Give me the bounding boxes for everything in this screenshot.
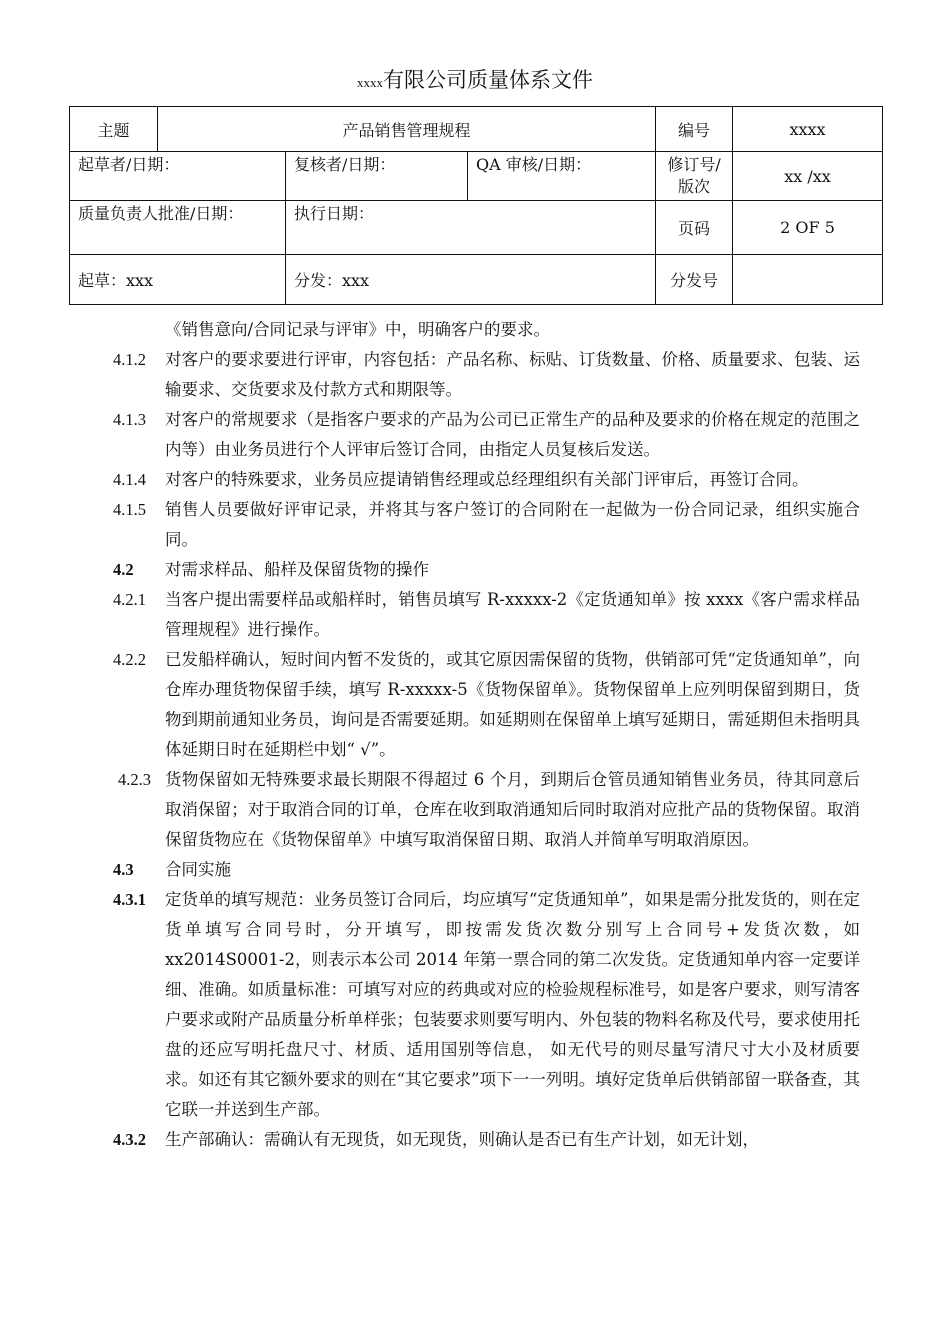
paragraph: [113, 1125, 860, 1155]
page-label: 页码: [656, 201, 733, 255]
section-title: 对需求样品、船样及保留货物的操作: [165, 560, 429, 579]
paragraph: [113, 345, 860, 405]
paragraph: [113, 885, 860, 1125]
paragraph-text: 销售人员要做好评审记录，并将其与客户签订的合同附在一起做为一份合同记录，组织实施合同。: [165, 500, 860, 549]
paragraph: [113, 495, 860, 555]
paragraph-text: 已发船样确认，短时间内暂不发货的，或其它原因需保留的货物，供销部可凭“定货通知单”，向仓库办理货物保留手续，填写 R-xxxxx-5《货物保留单》。货物保留单上应列明保留到期日，货物到期前通知业务员，询问是否需要延期。如延期则在保留单上填写延期日，需延期但未指明具体延期日时在延期栏中划“ √”。: [165, 650, 860, 759]
clause-number: 4.2.3: [118, 770, 151, 789]
qa-review-date-label: QA 审核/日期：: [468, 152, 656, 201]
clause-number: 4.1.5: [113, 500, 146, 519]
paragraph: [113, 645, 860, 765]
header-table: [69, 106, 883, 305]
section-heading: [113, 855, 860, 885]
distribution-number-label: 分发号: [656, 255, 733, 305]
section-heading: [113, 555, 860, 585]
section-number: 4.3: [113, 860, 134, 879]
clause-number: 4.3.1: [113, 890, 146, 909]
paragraph: [113, 405, 860, 465]
document-title-prefix: xxxx: [357, 75, 383, 90]
paragraph-text: 生产部确认：需确认有无现货，如无现货，则确认是否已有生产计划，如无计划，: [165, 1130, 759, 1149]
clause-number: 4.2.2: [113, 650, 146, 669]
document-title-text: 有限公司质量体系文件: [383, 68, 593, 92]
document-body: [0, 315, 950, 1155]
document-title: [0, 64, 950, 94]
paragraph: [118, 765, 860, 855]
revision-label: 修订号/版次: [656, 152, 733, 201]
execution-date-label: 执行日期：: [286, 201, 656, 255]
paragraph-text: 货物保留如无特殊要求最长期限不得超过 6 个月，到期后仓管员通知销售业务员，待其同意后取消保留；对于取消合同的订单，仓库在收到取消通知后同时取消对应批产品的货物保留。取消保留货物应在《货物保留单》中填写取消保留日期、取消人并简单写明取消原因。: [165, 770, 860, 849]
section-title: 合同实施: [165, 860, 231, 879]
clause-number: 4.1.2: [113, 350, 146, 369]
paragraph: [113, 585, 860, 645]
paragraph-text: 对客户的特殊要求，业务员应提请销售经理或总经理组织有关部门评审后，再签订合同。: [165, 470, 809, 489]
approver-date-label: 质量负责人批准/日期：: [70, 201, 286, 255]
clause-number: 4.1.4: [113, 470, 146, 489]
revision-value: xx /xx: [733, 152, 883, 201]
distribution-number-value: [733, 255, 883, 305]
paragraph-text: 对客户的要求要进行评审，内容包括：产品名称、标贴、订货数量、价格、质量要求、包装、运输要求、交货要求及付款方式和期限等。: [165, 350, 860, 399]
paragraph-text: 《销售意向/合同记录与评审》中，明确客户的要求。: [165, 320, 551, 339]
subject-value: 产品销售管理规程: [158, 107, 656, 152]
clause-number: 4.2.1: [113, 590, 146, 609]
section-number: 4.2: [113, 560, 134, 579]
paragraph-text: 对客户的常规要求（是指客户要求的产品为公司已正常生产的品种及要求的价格在规定的范围之内等）由业务员进行个人评审后签订合同，由指定人员复核后发送。: [165, 410, 860, 459]
subject-label: 主题: [70, 107, 158, 152]
clause-number: 4.3.2: [113, 1130, 146, 1149]
drafter-date-label: 起草者/日期：: [70, 152, 286, 201]
paragraph: [165, 315, 860, 345]
paragraph-text: 当客户提出需要样品或船样时，销售员填写 R-xxxxx-2《定货通知单》按 xxxx《客户需求样品管理规程》进行操作。: [165, 590, 860, 639]
number-value: xxxx: [733, 107, 883, 152]
clause-number: 4.1.3: [113, 410, 146, 429]
draft-label: 起草：xxx: [70, 255, 286, 305]
reviewer-date-label: 复核者/日期：: [286, 152, 468, 201]
paragraph-text: 定货单的填写规范：业务员签订合同后，均应填写“定货通知单”，如果是需分批发货的，则在定货单填写合同号时，分开填写，即按需发货次数分别写上合同号+发货次数，如 xx2014S0001-2，则表示本公司 2014 年第一票合同的第二次发货。定货通知单内容一定要详细、准确。如质量标准：可填写对应的药典或对应的检验规程标准号，如是客户要求，则写清客户要求或附产品质量分析单样张；包装要求则要写明内、外包装的物料名称及代号，要求使用托盘的还应写明托盘尺寸、材质、适用国别等信息， 如无代号的则尽量写清尺寸大小及材质要求。如还有其它额外要求的则在“其它要求”项下一一列明。填好定货单后供销部留一联备查，其它联一并送到生产部。: [165, 890, 860, 1119]
distribution-label: 分发：xxx: [286, 255, 656, 305]
page-value: 2 OF 5: [733, 201, 883, 255]
paragraph: [113, 465, 860, 495]
number-label: 编号: [656, 107, 733, 152]
